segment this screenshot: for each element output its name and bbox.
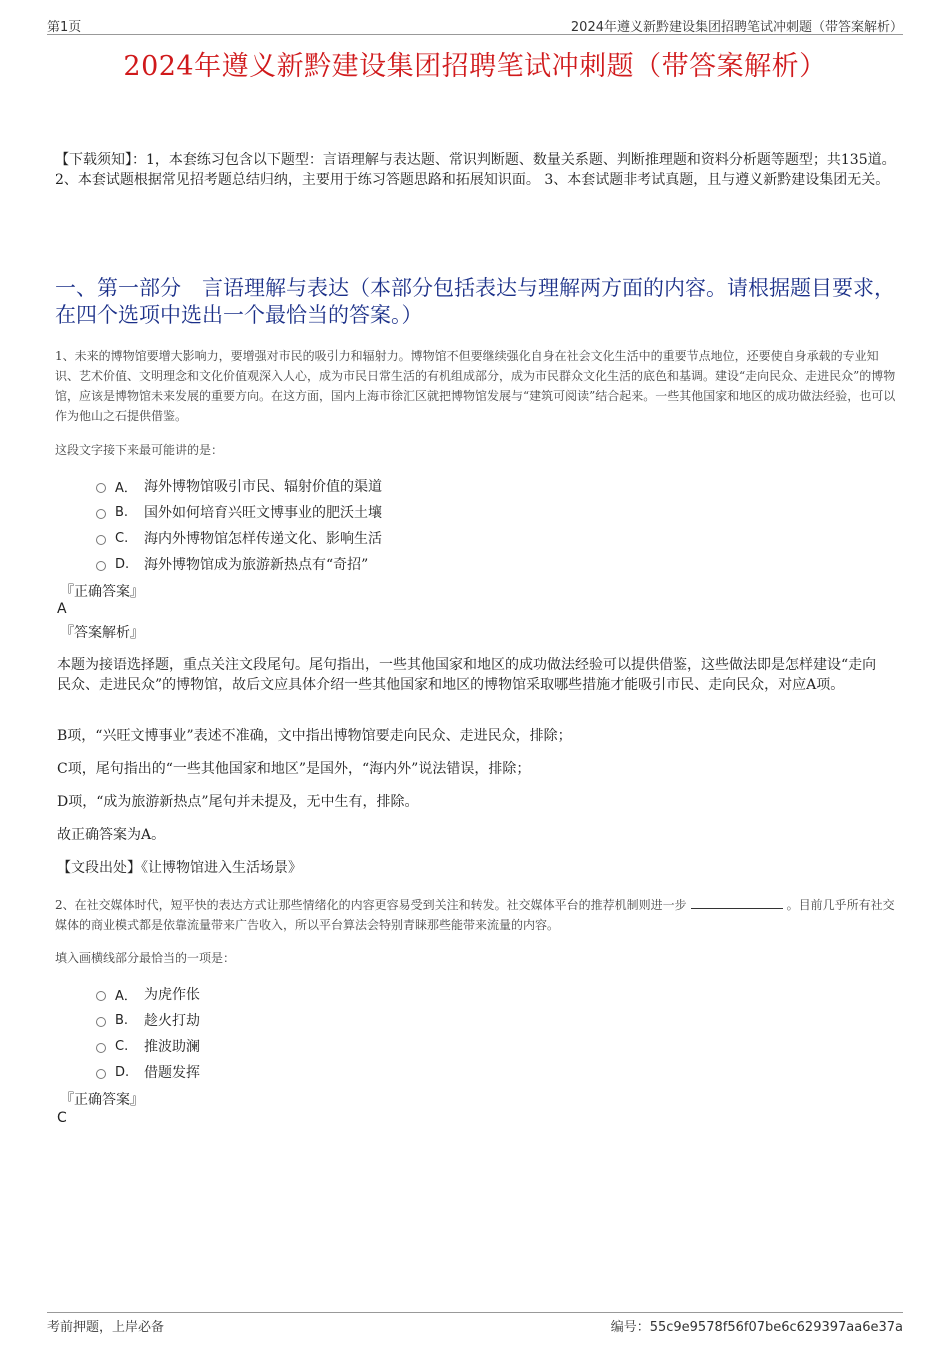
q1-option-b[interactable]: B. 国外如何培育兴旺文博事业的肥沃土壤 — [96, 499, 382, 525]
q1-analysis-b: B项，“兴旺文博事业”表述不准确，文中指出博物馆要走向民众、走进民众，排除； — [57, 728, 572, 744]
radio-icon[interactable] — [96, 1043, 106, 1053]
footer-code: 编号：55c9e9578f56f07be6c629397aa6e37a — [610, 1320, 903, 1335]
q2-option-c[interactable]: C. 推波助澜 — [96, 1033, 200, 1059]
q2-options — [96, 981, 200, 1085]
radio-icon[interactable] — [96, 535, 106, 545]
q1-source: 【文段出处】《让博物馆进入生活场景》 — [57, 860, 302, 876]
q2-option-b[interactable]: B. 趁火打劫 — [96, 1007, 200, 1033]
q1-option-c[interactable]: C. 海内外博物馆怎样传递文化、影响生活 — [96, 525, 382, 551]
q2-option-a[interactable]: A． 为虎作伥 — [96, 981, 200, 1007]
q2-passage: 2、在社交媒体时代，短平快的表达方式让那些情绪化的内容更容易受到关注和转发。社交媒体平台的推荐机制则进一步 。目前几乎所有社交媒体的商业模式都是依靠流量带来广告收入，所以平台算法会特别青睐那些能带来流量的内容。 — [55, 898, 895, 932]
q1-conclusion: 故正确答案为A。 — [57, 827, 166, 843]
q1-answer: A — [57, 601, 67, 617]
radio-icon[interactable] — [96, 991, 106, 1001]
page-header — [47, 14, 903, 35]
radio-icon[interactable] — [96, 483, 106, 493]
q1-option-d[interactable]: D. 海外博物馆成为旅游新热点有“奇招” — [96, 551, 382, 577]
q1-passage: 1、未来的博物馆要增大影响力，要增强对市民的吸引力和辐射力。博物馆不但要继续强化自身在社会文化生活中的重要节点地位，还要使自身承载的专业知识、艺术价值、文明理念和文化价值观深入人心，成为市民日常生活的有机组成部分，成为市民群众文化生活的底色和基调。建设“走向民众、走进民众”的博物馆，应该是博物馆未来发展的重要方向。在这方面，国内上海市徐汇区就把博物馆发展与“建筑可阅读”结合起来。一些其他国家和地区的成功做法经验，也可以作为他山之石提供借鉴。 — [55, 349, 896, 423]
q1-stem: 这段文字接下来最可能讲的是： — [55, 443, 224, 457]
q1-analysis-c: C项，尾句指出的“一些其他国家和地区”是国外，“海内外”说法错误，排除； — [57, 761, 531, 777]
fill-blank — [691, 896, 783, 909]
radio-icon[interactable] — [96, 1069, 106, 1079]
q1-option-a[interactable]: A． 海外博物馆吸引市民、辐射价值的渠道 — [96, 473, 382, 499]
page-number: 第1页 — [47, 20, 82, 35]
header-doc-title: 2024年遵义新黔建设集团招聘笔试冲刺题（带答案解析） — [570, 20, 903, 35]
q1-analysis-main: 本题为接语选择题，重点关注文段尾句。尾句指出，一些其他国家和地区的成功做法经验可以提供借鉴，这些做法即是怎样建设“走向民众、走进民众”的博物馆，故后文应具体介绍一些其他国家和地区的博物馆采取哪些措施才能吸引市民、走向民众，对应A项。 — [57, 657, 877, 693]
footer-slogan: 考前押题，上岸必备 — [47, 1320, 165, 1335]
q2-stem: 填入画横线部分最恰当的一项是： — [55, 951, 236, 965]
q2-answer-label: 『正确答案』 — [60, 1092, 144, 1108]
radio-icon[interactable] — [96, 561, 106, 571]
q1-analysis-d: D项，“成为旅游新热点”尾句并未提及，无中生有，排除。 — [57, 794, 419, 810]
radio-icon[interactable] — [96, 1017, 106, 1027]
q1-answer-label: 『正确答案』 — [60, 584, 144, 600]
q1-analysis-label: 『答案解析』 — [60, 625, 144, 641]
page-footer — [47, 1312, 903, 1335]
q2-option-d[interactable]: D. 借题发挥 — [96, 1059, 200, 1085]
q1-options — [96, 473, 382, 577]
radio-icon[interactable] — [96, 509, 106, 519]
q2-answer: C — [57, 1110, 67, 1126]
download-notice: 【下载须知】：1，本套练习包含以下题型：言语理解与表达题、常识判断题、数量关系题、判断推理题和资料分析题等题型；共135道。 2、本套试题根据常见招考题总结归纳，主要用于练习答题思路和拓展知识面。 3、本套试题非考试真题，且与遵义新黔建设集团无关。 — [55, 152, 896, 188]
document-title: 2024年遵义新黔建设集团招聘笔试冲刺题（带答案解析） — [123, 51, 827, 82]
section-heading: 一、第一部分 言语理解与表达（本部分包括表达与理解两方面的内容。请根据题目要求，在四个选项中选出一个最恰当的答案。） — [55, 276, 895, 327]
